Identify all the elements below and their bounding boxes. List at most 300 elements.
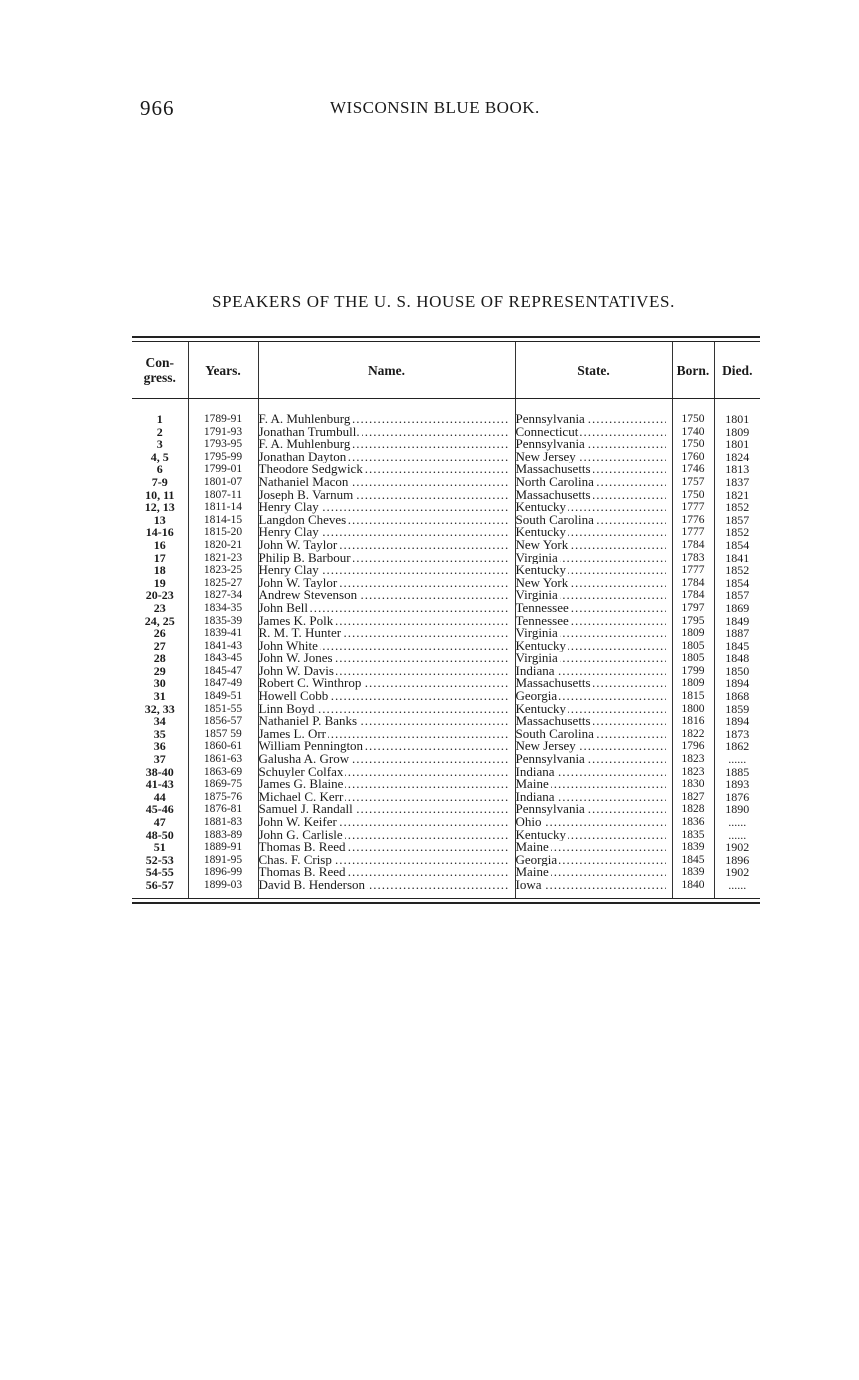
cell-name [258,627,515,640]
cell-congress: 20-23 [132,589,188,602]
table-row [132,879,760,892]
cell-born: 1784 [672,539,714,552]
cell-state-text: South Carolina [515,513,594,527]
cell-state [515,690,672,703]
cell-state-text: Pennsylvania [515,413,585,426]
cell-years: 1860-61 [188,740,258,753]
cell-name [258,854,515,867]
cell-state-text: Massachusetts [515,715,591,728]
cell-years: 1814-15 [188,514,258,527]
table-row [132,552,760,565]
cell-state-text: Virginia [515,627,558,640]
cell-congress: 7-9 [132,476,188,489]
table-row [132,665,760,678]
cell-state [515,829,672,842]
dot-leader [259,879,509,892]
cell-died: 1868 [725,690,750,703]
cell-name-text: Howell Cobb [258,690,329,703]
dot-leader [259,451,509,464]
dot-leader [516,602,666,615]
cell-years: 1851-55 [188,703,258,716]
dot-leader [259,413,509,426]
cell-state [515,728,672,741]
cell-name-text: John White [258,639,318,653]
table-row [132,766,760,779]
cell-state [515,501,672,514]
cell-born: 1795 [672,615,714,628]
cell-state-text: Kentucky [515,526,567,539]
cell-died: 1893 [725,778,750,791]
cell-died: 1849 [725,614,750,628]
cell-name [258,791,515,804]
cell-name [258,589,515,602]
cell-name [258,577,515,590]
cell-died: 1801 [725,438,750,451]
cell-state [515,438,672,451]
cell-name [258,879,515,892]
cell-name-text: James G. Blaine [258,778,344,791]
cell-state-text: New York [515,576,569,590]
dot-leader [259,426,509,439]
cell-died: ...... [728,816,747,829]
cell-died: 1848 [725,652,750,665]
dot-leader [259,816,509,829]
cell-born: 1815 [672,690,714,703]
cell-congress: 16 [132,539,188,552]
table-row [132,514,760,527]
cell-died: 1854 [725,538,750,552]
cell-name-text: Linn Boyd [258,702,315,716]
column-header-years: Years. [188,342,258,399]
cell-died: 1801 [725,413,750,426]
cell-state-text: South Carolina [515,727,594,741]
cell-name [258,615,515,628]
cell-state-text: Indiana [515,765,555,779]
dot-leader [516,564,666,577]
cell-name-text: Langdon Cheves [258,513,347,527]
dot-leader [259,715,509,728]
cell-state-text: Massachusetts [515,488,591,502]
dot-leader [259,476,509,489]
cell-name-text: Jonathan Trumbull. [258,425,360,439]
cell-congress: 34 [132,715,188,728]
cell-died: 1837 [725,475,750,489]
cell-born: 1777 [672,526,714,539]
cell-born: 1805 [672,652,714,665]
cell-state-text: Pennsylvania [515,803,585,816]
cell-years: 1835-39 [188,615,258,628]
cell-born: 1836 [672,816,714,829]
cell-congress: 6 [132,463,188,476]
cell-name [258,841,515,854]
cell-born: 1784 [672,577,714,590]
dot-leader [516,866,666,879]
running-title: WISCONSIN BLUE BOOK. [330,98,540,117]
cell-state [515,778,672,791]
cell-state [515,451,672,464]
cell-years: 1847-49 [188,677,258,690]
cell-name [258,514,515,527]
cell-congress: 23 [132,602,188,615]
cell-name [258,413,515,426]
cell-name-text: Galusha A. Grow [258,753,350,766]
cell-born: 1746 [672,463,714,476]
cell-name [258,426,515,439]
cell-congress: 51 [132,841,188,854]
cell-name-text: Henry Clay [258,564,319,577]
cell-name [258,690,515,703]
cell-state [515,552,672,565]
table-row [132,615,760,628]
dot-leader [516,690,666,703]
cell-name-text: F. A. Muhlenburg [258,438,351,451]
dot-leader [516,463,666,476]
cell-congress: 13 [132,514,188,527]
dot-leader [259,728,509,741]
cell-years: 1825-27 [188,577,258,590]
cell-name-text: Thomas B. Reed [258,841,346,854]
cell-years: 1827-34 [188,589,258,602]
cell-congress: 54-55 [132,866,188,879]
cell-years: 1793-95 [188,438,258,451]
cell-name-text: Andrew Stevenson [258,589,358,602]
cell-born: 1839 [672,866,714,879]
table-row [132,589,760,602]
dot-leader [259,526,509,539]
header-row [132,342,760,399]
cell-state-text: Virginia [515,652,558,665]
dot-leader [516,589,666,602]
cell-state-text: Kentucky [515,828,567,842]
cell-state [515,740,672,753]
dot-leader [259,778,509,791]
cell-name [258,451,515,464]
cell-years: 1875-76 [188,791,258,804]
cell-died: 1852 [725,564,750,577]
cell-born: 1800 [672,703,714,716]
cell-years: 1789-91 [188,413,258,426]
cell-name [258,489,515,502]
dot-leader [259,589,509,602]
dot-leader [259,677,509,690]
dot-leader [259,501,509,514]
dot-leader [516,753,666,766]
cell-born: 1805 [672,640,714,653]
column-header-born: Born. [672,342,714,399]
column-header-congress: Con- gress. [132,342,188,399]
cell-born: 1823 [672,753,714,766]
dot-leader [259,640,509,653]
cell-congress: 31 [132,690,188,703]
cell-congress: 37 [132,753,188,766]
dot-leader [516,552,666,565]
table-row [132,829,760,842]
table-row [132,438,760,451]
cell-name-text: Nathaniel P. Banks [258,715,358,728]
cell-congress: 32, 33 [132,703,188,716]
cell-state-text: New Jersey [515,450,576,464]
dot-leader [259,463,509,476]
cell-name [258,829,515,842]
cell-state [515,816,672,829]
dot-leader [516,715,666,728]
cell-name-text: Henry Clay [258,526,319,539]
cell-born: 1839 [672,841,714,854]
cell-died: 1845 [725,639,750,653]
cell-born: 1835 [672,829,714,842]
dot-leader [259,753,509,766]
cell-years: 1883-89 [188,829,258,842]
bottom-rule [132,898,760,904]
cell-born: 1776 [672,514,714,527]
speakers-grid [132,342,760,898]
cell-congress: 1 [132,413,188,426]
dot-leader [516,816,666,829]
cell-name-text: William Pennington [258,740,364,754]
dot-leader [516,426,666,439]
cell-state-text: Kentucky [515,501,567,514]
cell-state [515,665,672,678]
table-row [132,526,760,539]
cell-state-text: Virginia [515,589,558,602]
cell-state [515,766,672,779]
cell-congress: 27 [132,640,188,653]
cell-name [258,816,515,829]
cell-name-text: Jonathan Dayton [258,450,347,464]
dot-leader [516,879,666,892]
cell-name [258,438,515,451]
table-row [132,753,760,766]
cell-name-text: Robert C. Winthrop [258,677,362,691]
cell-state [515,753,672,766]
cell-born: 1796 [672,740,714,753]
cell-born: 1784 [672,589,714,602]
cell-died: 1890 [725,803,750,816]
table-row [132,577,760,590]
cell-died: 1885 [725,765,750,779]
cell-name-text: Michael C. Kerr [258,790,344,804]
cell-congress: 38-40 [132,766,188,779]
cell-years: 1863-69 [188,766,258,779]
cell-congress: 17 [132,552,188,565]
cell-years: 1821-23 [188,552,258,565]
cell-state-text: North Carolina [515,475,594,489]
cell-born: 1750 [672,413,714,426]
cell-state [515,426,672,439]
cell-born: 1760 [672,451,714,464]
dot-leader [259,866,509,879]
table-row [132,489,760,502]
cell-state [515,615,672,628]
cell-state-text: New Jersey [515,740,576,754]
dot-leader [259,803,509,816]
cell-name [258,803,515,816]
dot-leader [516,577,666,590]
cell-congress: 44 [132,791,188,804]
cell-died: 1809 [725,425,750,439]
cell-years: 1869-75 [188,778,258,791]
cell-state-text: Pennsylvania [515,753,585,766]
cell-years: 1889-91 [188,841,258,854]
cell-name-text: John G. Carlisle [258,828,343,842]
cell-died: 1869 [725,601,750,615]
cell-congress: 3 [132,438,188,451]
dot-leader [516,501,666,514]
cell-years: 1834-35 [188,602,258,615]
cell-name-text: John W. Davis [258,664,334,678]
cell-born: 1809 [672,677,714,690]
cell-name-text: Henry Clay [258,501,319,514]
cell-years: 1839-41 [188,627,258,640]
dot-leader [516,451,666,464]
cell-congress: 26 [132,627,188,640]
cell-state-text: Indiana [515,664,555,678]
cell-state [515,640,672,653]
table-row [132,640,760,653]
dot-leader [516,703,666,716]
dot-leader [259,438,509,451]
cell-state [515,413,672,426]
table-row [132,866,760,879]
cell-state [515,577,672,590]
dot-leader [516,615,666,628]
cell-born: 1777 [672,564,714,577]
cell-congress: 47 [132,816,188,829]
cell-years: 1845-47 [188,665,258,678]
dot-leader [259,841,509,854]
dot-leader [259,615,509,628]
cell-state-text: Kentucky [515,639,567,653]
cell-died: 1852 [725,501,750,514]
cell-state-text: Georgia [515,690,558,703]
cell-name-text: F. A. Muhlenburg [258,413,351,426]
cell-died: ...... [728,753,747,766]
page-number: 966 [140,96,175,120]
cell-congress: 30 [132,677,188,690]
dot-leader [516,841,666,854]
cell-state-text: Kentucky [515,702,567,716]
table-row [132,463,760,476]
cell-born: 1827 [672,791,714,804]
dot-leader [516,438,666,451]
cell-years: 1791-93 [188,426,258,439]
dot-leader [259,854,509,867]
table-row [132,501,760,514]
cell-state-text: Maine [515,841,549,854]
cell-name [258,665,515,678]
cell-name [258,552,515,565]
cell-born: 1797 [672,602,714,615]
cell-state-text: Connecticut [515,425,579,439]
dot-leader [259,829,509,842]
cell-name [258,677,515,690]
cell-name [258,539,515,552]
cell-state [515,854,672,867]
cell-name-text: John W. Jones [258,652,333,665]
cell-name-text: John W. Taylor [258,538,338,552]
cell-years: 1815-20 [188,526,258,539]
table-row [132,677,760,690]
cell-born: 1845 [672,854,714,867]
cell-name-text: James L. Orr [258,727,327,741]
cell-congress: 4, 5 [132,451,188,464]
table-body [132,399,760,898]
cell-years: 1857 59 [188,728,258,741]
table-row [132,652,760,665]
cell-state [515,489,672,502]
cell-years: 1811-14 [188,501,258,514]
table-row [132,451,760,464]
table-row [132,539,760,552]
cell-state [515,715,672,728]
table-row [132,413,760,426]
cell-name [258,703,515,716]
cell-name [258,766,515,779]
cell-born: 1816 [672,715,714,728]
cell-years: 1841-43 [188,640,258,653]
cell-state-text: Massachusetts [515,463,591,476]
dot-leader [516,778,666,791]
dot-leader [516,539,666,552]
cell-name [258,640,515,653]
cell-died: 1850 [725,664,750,678]
cell-congress: 52-53 [132,854,188,867]
cell-state [515,476,672,489]
cell-died: 1821 [725,488,750,502]
cell-state [515,703,672,716]
cell-years: 1807-11 [188,489,258,502]
cell-state-text: Virginia [515,551,558,565]
cell-state-text: Ohio [515,816,542,829]
dot-leader [516,665,666,678]
cell-name-text: Thomas B. Reed [258,866,346,879]
cell-years: 1891-95 [188,854,258,867]
cell-name-text: Schuyler Colfax [258,765,344,779]
dot-leader [516,476,666,489]
dot-leader [516,677,666,690]
column-header-name: Name. [258,342,515,399]
cell-state-text: Pennsylvania [515,438,585,451]
cell-state [515,589,672,602]
dot-leader [259,627,509,640]
dot-leader [516,489,666,502]
dot-leader [259,564,509,577]
table-row [132,803,760,816]
cell-name-text: Nathaniel Macon [258,475,349,489]
table-row [132,841,760,854]
cell-died: 1873 [725,727,750,741]
cell-born: 1823 [672,766,714,779]
cell-died: 1857 [725,589,750,602]
cell-congress: 48-50 [132,829,188,842]
column-header-died: Died. [714,342,760,399]
cell-years: 1843-45 [188,652,258,665]
cell-born: 1830 [672,778,714,791]
dot-leader [259,552,509,565]
table-row [132,791,760,804]
cell-years: 1799-01 [188,463,258,476]
cell-died: ...... [728,878,747,892]
cell-congress: 45-46 [132,803,188,816]
dot-leader [259,690,509,703]
cell-died: 1876 [725,790,750,804]
cell-state [515,866,672,879]
cell-born: 1740 [672,426,714,439]
cell-state [515,463,672,476]
cell-died: 1887 [725,627,750,640]
dot-leader [259,766,509,779]
cell-died: 1841 [725,551,750,565]
